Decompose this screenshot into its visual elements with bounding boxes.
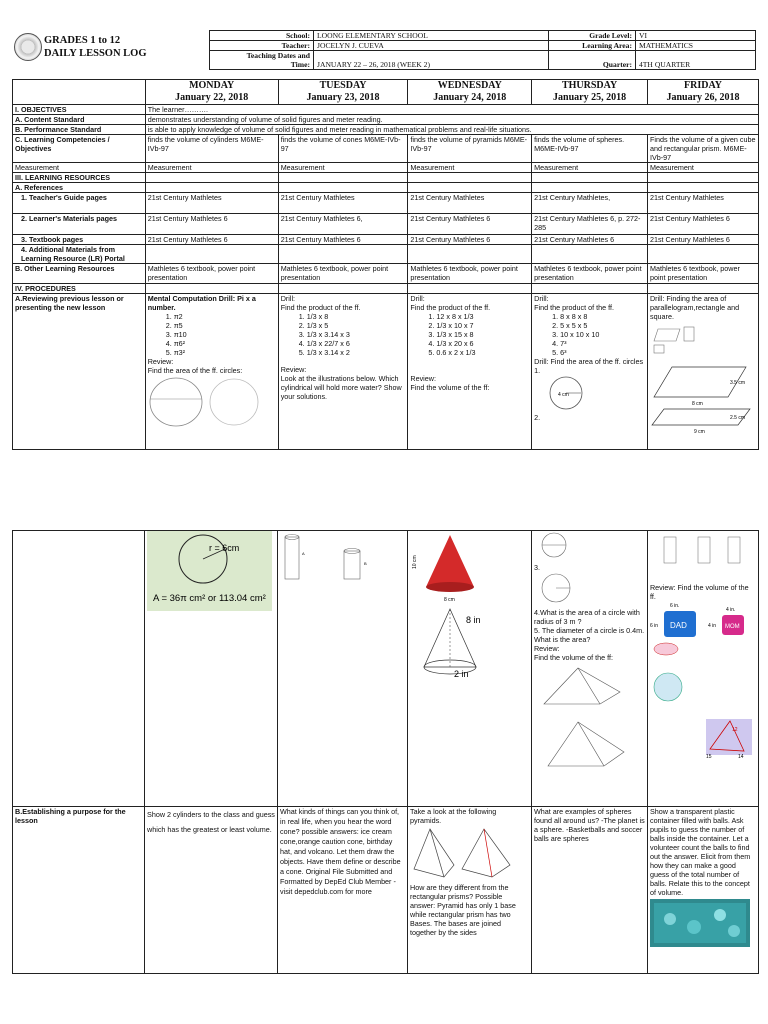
lm-label: 2. Learner's Materials pages (13, 214, 146, 235)
two-pyramids-figure (410, 825, 528, 881)
purpose-label: B.Establishing a purpose for the lesson (13, 807, 145, 974)
list-item: 1. 12 x 8 x 1/3 (436, 312, 529, 321)
measurement-wed: Measurement (408, 163, 532, 173)
pyramid-label-a: 12 (731, 727, 738, 733)
tb-mon: 21st Century Mathletes 6 (145, 235, 278, 245)
pyramid-label-c: 15 (705, 754, 712, 760)
list-item: 1. 1/3 x 8 (307, 312, 406, 321)
thu-figures (531, 531, 647, 807)
teacher-label: Teacher: (210, 41, 314, 51)
fri-figures (647, 531, 758, 807)
empty-cell (145, 284, 278, 294)
pyramid-1 (544, 668, 620, 704)
day-name: FRIDAY (684, 80, 722, 91)
small-square (654, 345, 664, 353)
small-parallelogram (654, 329, 680, 341)
pyramids-figure (534, 662, 644, 772)
question-5: 5. The diameter of a circle is 0.4m. What is the area? (533, 626, 645, 644)
review-text: Find the volume of the ff: (410, 383, 490, 392)
empty-cell (278, 245, 408, 264)
list-item: 3. 10 x 10 x 10 (560, 330, 645, 339)
deped-seal-logo (14, 33, 42, 61)
empty-cell (408, 245, 532, 264)
tg-thu: 21st Century Mathletes, (532, 193, 648, 214)
list-item: 3. 1/3 x 15 x 8 (436, 330, 529, 339)
para-height-label: 3.5 cm (729, 380, 745, 386)
review-heading: Review: (147, 357, 174, 366)
drill-instruction: Find the product of the ff. (280, 303, 361, 312)
empty-cell (532, 173, 648, 183)
wed-figures (408, 531, 532, 807)
pyramid-1-edge (578, 668, 600, 704)
review-wed (408, 294, 532, 450)
red-cone (426, 535, 474, 587)
tg-label: 1. Teacher's Guide pages (13, 193, 146, 214)
day-name: MONDAY (189, 80, 235, 91)
list-item: 4. 7³ (560, 339, 645, 348)
empty-cell (13, 531, 145, 807)
area-value: MATHEMATICS (636, 41, 756, 51)
day-name: THURSDAY (561, 80, 618, 91)
empty-cell (278, 284, 408, 294)
review-heading: Review: (410, 374, 436, 383)
day-date: January 25, 2018 (553, 92, 627, 103)
purpose-tue: What kinds of things can you think of, in real life, when you hear the word cone? possible answers: ice cream cone,orange caution cone, birthday hat, and volcano. Let them draw the objects. Have them define or describe a cone. Original File Submitted and Formatted by DepEd Club Member - visit depedclub.com for more (278, 807, 408, 974)
dad-mug-width: 6 in. (669, 603, 680, 609)
header-info-table (209, 30, 756, 70)
tue-figures (278, 531, 408, 807)
mugs-and-solids-figure (650, 601, 756, 761)
review-tue (278, 294, 408, 450)
list-item: 2. 5 x 5 x 5 (560, 321, 645, 330)
resources-heading: III. LEARNING RESOURCES (13, 173, 146, 183)
dates-value: JANUARY 22 – 26, 2018 (WEEK 2) (314, 51, 549, 70)
procedures-heading: IV. PROCEDURES (13, 284, 146, 294)
competencies-label: C. Learning Competencies / Objectives (13, 135, 146, 163)
cone-height-label: 10 cm (412, 555, 418, 569)
review-thu (532, 294, 648, 450)
title-line-1: GRADES 1 to 12 (44, 35, 121, 46)
empty-cell (408, 183, 532, 193)
drill-instruction: Find the product of the ff. (534, 303, 614, 312)
purpose-fri (647, 807, 758, 974)
day-tuesday (278, 80, 408, 105)
competency-fri: Finds the volume of a given cube and rectangular prism. M6ME-IVb-97 (647, 135, 758, 163)
empty-cell (532, 245, 648, 264)
dates-label (210, 51, 314, 70)
empty-cell (145, 245, 278, 264)
purpose-text: Show a transparent plastic container filled with balls. Ask pupils to guess the number of balls inside the container. Let a volunteer count the balls to find out the answer. Elicit from them how they can make a good guess of the total number of balls. Relate this to the concept of volume. (649, 807, 751, 897)
measurement-mon: Measurement (145, 163, 278, 173)
para2-height-label: 2.5 cm (729, 415, 745, 421)
cone2-height-label: 8 in (466, 615, 481, 625)
day-monday (145, 80, 278, 105)
shapes-figure (650, 321, 756, 439)
lm-wed: 21st Century Mathletes 6 (408, 214, 532, 235)
red-cone-base (426, 582, 474, 592)
school-value: LOONG ELEMENTARY SCHOOL (314, 31, 549, 41)
para2-base-label: 9 cm (693, 429, 705, 435)
item-number: 2. (534, 413, 541, 422)
list-item: 4. π6² (174, 339, 276, 348)
empty-cell (647, 245, 758, 264)
para-base-label: 8 cm (691, 401, 703, 407)
sphere (654, 673, 682, 701)
list-item: 3. 1/3 x 3.14 x 3 (307, 330, 406, 339)
circle-fig-2 (534, 531, 644, 561)
review-text: Look at the illustrations below. Which cylindrical will hold more water? Show your solutions. (280, 374, 402, 401)
list-item: 4. 1/3 x 20 x 6 (436, 339, 529, 348)
cylinder-a-label: A (302, 551, 305, 556)
competency-thu: finds the volume of spheres. M6ME-IVb-97 (532, 135, 648, 163)
question-4: 4.What is the area of a circle with radius of 3 m ? (533, 608, 640, 626)
quarter-label: Quarter: (549, 51, 636, 70)
tb-thu: 21st Century Mathletes 6 (532, 235, 648, 245)
prism-1 (664, 537, 676, 563)
day-date: January 24, 2018 (433, 92, 507, 103)
pyramid-2-edge (578, 722, 604, 766)
day-name: TUESDAY (319, 80, 367, 91)
day-date: January 26, 2018 (666, 92, 740, 103)
pyramid-a (414, 829, 454, 877)
day-wednesday (408, 80, 532, 105)
cylinder-b-label: B (364, 561, 367, 566)
list-item: 3. π10 (174, 330, 276, 339)
mental-drill-title: Mental Computation Drill: Pi x a number. (147, 294, 256, 312)
empty-cell (532, 183, 648, 193)
content-standard: demonstrates understanding of volume of solid figures and meter reading. (145, 115, 758, 125)
measurement-fri: Measurement (647, 163, 758, 173)
measurement-tue: Measurement (278, 163, 408, 173)
circles-figure (148, 375, 273, 427)
learner-cell: The learner………. (145, 105, 758, 115)
other-fri: Mathletes 6 textbook, power point presentation (647, 264, 758, 284)
item-number: 3. (533, 563, 540, 572)
ball (664, 913, 676, 925)
references-heading: A. References (13, 183, 146, 193)
purpose-mon: Show 2 cylinders to the class and guess which has the greatest or least volume. (145, 807, 278, 974)
tg-fri: 21st Century Mathletes (647, 193, 758, 214)
lm-fri: 21st Century Mathletes 6 (647, 214, 758, 235)
tg-tue: 21st Century Mathletes (278, 193, 408, 214)
mom-mug-height: 4 in (707, 623, 717, 629)
dad-mug-label: DAD (669, 621, 687, 630)
corner-cell (13, 80, 146, 105)
review-mon (145, 294, 278, 450)
other-resources-label: B. Other Learning Resources (13, 264, 146, 284)
title-line-2: DAILY LESSON LOG (44, 48, 147, 59)
competency-tue: finds the volume of cones M6ME-IVb-97 (278, 135, 408, 163)
lm-tue: 21st Century Mathletes 6, (278, 214, 408, 235)
empty-cell (278, 173, 408, 183)
performance-standard-label: B. Performance Standard (13, 125, 146, 135)
tg-wed: 21st Century Mathletes (408, 193, 532, 214)
cones-figure (410, 531, 528, 681)
pyramid-a-edge (430, 829, 444, 877)
day-friday (647, 80, 758, 105)
empty-cell (145, 173, 278, 183)
empty-cell (145, 183, 278, 193)
hemisphere (654, 643, 678, 655)
day-date: January 22, 2018 (175, 92, 249, 103)
list-item: 1. 8 x 8 x 8 (560, 312, 645, 321)
content-standard-label: A. Content Standard (13, 115, 146, 125)
tb-wed: 21st Century Mathletes 6 (408, 235, 532, 245)
lm-mon: 21st Century Mathletes 6 (145, 214, 278, 235)
mom-mug-width: 4 in. (725, 607, 736, 613)
review-heading: Review: (533, 644, 560, 653)
review-heading: Review: Find the volume of the ff. (649, 583, 749, 601)
grade-label: Grade Level: (549, 31, 636, 41)
cylinder-a-body (285, 537, 299, 579)
other-tue: Mathletes 6 textbook, power point presentation (278, 264, 408, 284)
additional-label: 4. Additional Materials from Learning Resource (LR) Portal (13, 245, 146, 264)
day-thursday (532, 80, 648, 105)
small-rectangle (684, 327, 694, 341)
list-item: 2. 1/3 x 5 (307, 321, 406, 330)
objectives-heading: I. OBJECTIVES (13, 105, 146, 115)
balls-container-photo (650, 897, 756, 949)
list-item: 2. π5 (174, 321, 276, 330)
purpose-title: Take a look at the following pyramids. (410, 807, 497, 825)
list-item: 5. 0.6 x 2 x 1/3 (436, 348, 529, 357)
drill-area-instruction: Drill: Find the area of the ff. circles (534, 357, 644, 366)
grade-value: VI (636, 31, 756, 41)
ball (728, 925, 740, 937)
purpose-thu: What are examples of spheres found all around us? -The planet is a sphere. -Basketballs and soccer balls are spheres (531, 807, 647, 974)
review-label: A.Reviewing previous lesson or presenting the new lesson (13, 294, 146, 450)
circle-area-figure (147, 531, 272, 611)
doc-title (44, 34, 147, 60)
review-instruction: Find the area of the ff. circles: (147, 366, 243, 375)
empty-cell (532, 284, 648, 294)
purpose-text: How are they different from the rectangular prisms? Possible answer: Pyramid has only 1 base while rectangular prism has two Bases. The bases are joined together by the sides (410, 883, 516, 937)
lesson-log-table (12, 79, 759, 450)
lesson-log-table-continued (12, 530, 759, 974)
prism-3 (728, 537, 740, 563)
competency-mon: finds the volume of cylinders M6ME-IVb-97 (145, 135, 278, 163)
competency-wed: finds the volume of pyramids M6ME-IVb-97 (408, 135, 532, 163)
area-label: Learning Area: (549, 41, 636, 51)
prisms-figure (650, 531, 756, 581)
mom-mug-label: MOM (724, 624, 740, 630)
lm-thu: 21st Century Mathletes 6, p. 272-285 (532, 214, 648, 235)
drill-heading: Drill: (410, 294, 425, 303)
product-list (281, 312, 406, 357)
drill-heading: Drill: (534, 294, 549, 303)
list-item: 5. π3² (174, 348, 276, 357)
review-text: Find the volume of the ff: (533, 653, 613, 662)
product-list (534, 312, 645, 357)
measurement-label: Measurement (13, 163, 146, 173)
drill-heading: Drill: (280, 294, 296, 303)
empty-cell (647, 183, 758, 193)
list-item: 1. π2 (174, 312, 276, 321)
circle-4cm-figure (534, 375, 594, 411)
tb-label: 3. Textbook pages (13, 235, 146, 245)
radius-label: 4 cm (558, 392, 570, 398)
list-item: 5. 1/3 x 3.14 x 2 (307, 348, 406, 357)
pyramid-b (462, 829, 510, 877)
empty-cell (278, 183, 408, 193)
quarter-value: 4TH QUARTER (636, 51, 756, 70)
drill-instruction: Find the product of the ff. (410, 303, 491, 312)
pyramid-2 (548, 722, 624, 766)
list-item: 4. 1/3 x 22/7 x 6 (307, 339, 406, 348)
product-list (410, 312, 529, 357)
empty-cell (408, 173, 532, 183)
review-heading: Review: (280, 365, 307, 374)
cylinder-b-body (344, 551, 360, 579)
empty-cell (647, 173, 758, 183)
mon-figures (145, 531, 278, 807)
circle-a (150, 378, 202, 426)
other-mon: Mathletes 6 textbook, power point presentation (145, 264, 278, 284)
radius-label: r = 6cm (209, 543, 240, 553)
tb-fri: 21st Century Mathletes 6 (647, 235, 758, 245)
measurement-thu: Measurement (532, 163, 648, 173)
circle-b (210, 379, 258, 425)
performance-standard: is able to apply knowledge of volume of solid figures and meter reading in mathematical problems and real-life situations. (145, 125, 758, 135)
review-fri (647, 294, 758, 450)
school-label: School: (210, 31, 314, 41)
cone-diameter-label: 8 cm (444, 597, 455, 603)
item-number: 1. (534, 366, 541, 375)
day-name: WEDNESDAY (437, 80, 502, 91)
drill-area-instruction: Drill: Finding the area of parallelogram,rectangle and square. (649, 294, 740, 321)
list-item: 2. 1/3 x 10 x 7 (436, 321, 529, 330)
prism-2 (698, 537, 710, 563)
tb-tue: 21st Century Mathletes 6 (278, 235, 408, 245)
dates-label-2: Time: (290, 60, 310, 69)
list-item: 5. 6³ (560, 348, 645, 357)
ball (687, 920, 701, 934)
purpose-wed (408, 807, 532, 974)
ball (714, 909, 726, 921)
empty-cell (647, 284, 758, 294)
day-date: January 23, 2018 (306, 92, 380, 103)
cone2-radius-label: 2 in (454, 669, 469, 679)
pyramid-bg (706, 719, 752, 755)
tg-mon: 21st Century Mathletes (145, 193, 278, 214)
two-cylinders-figure (280, 531, 405, 591)
other-thu: Mathletes 6 textbook, power point presentation (532, 264, 648, 284)
pi-list (148, 312, 276, 357)
empty-cell (408, 284, 532, 294)
pyramid-label-b: 14 (737, 754, 744, 760)
teacher-value: JOCELYN J. CUEVA (314, 41, 549, 51)
dad-mug-height: 6 in (649, 623, 659, 629)
dates-label-1: Teaching Dates and (246, 51, 310, 60)
area-label: A = 36π cm² or 113.04 cm² (153, 593, 266, 604)
pyramid-b-height (484, 829, 492, 877)
other-wed: Mathletes 6 textbook, power point presentation (408, 264, 532, 284)
circle-fig-3 (534, 572, 644, 606)
